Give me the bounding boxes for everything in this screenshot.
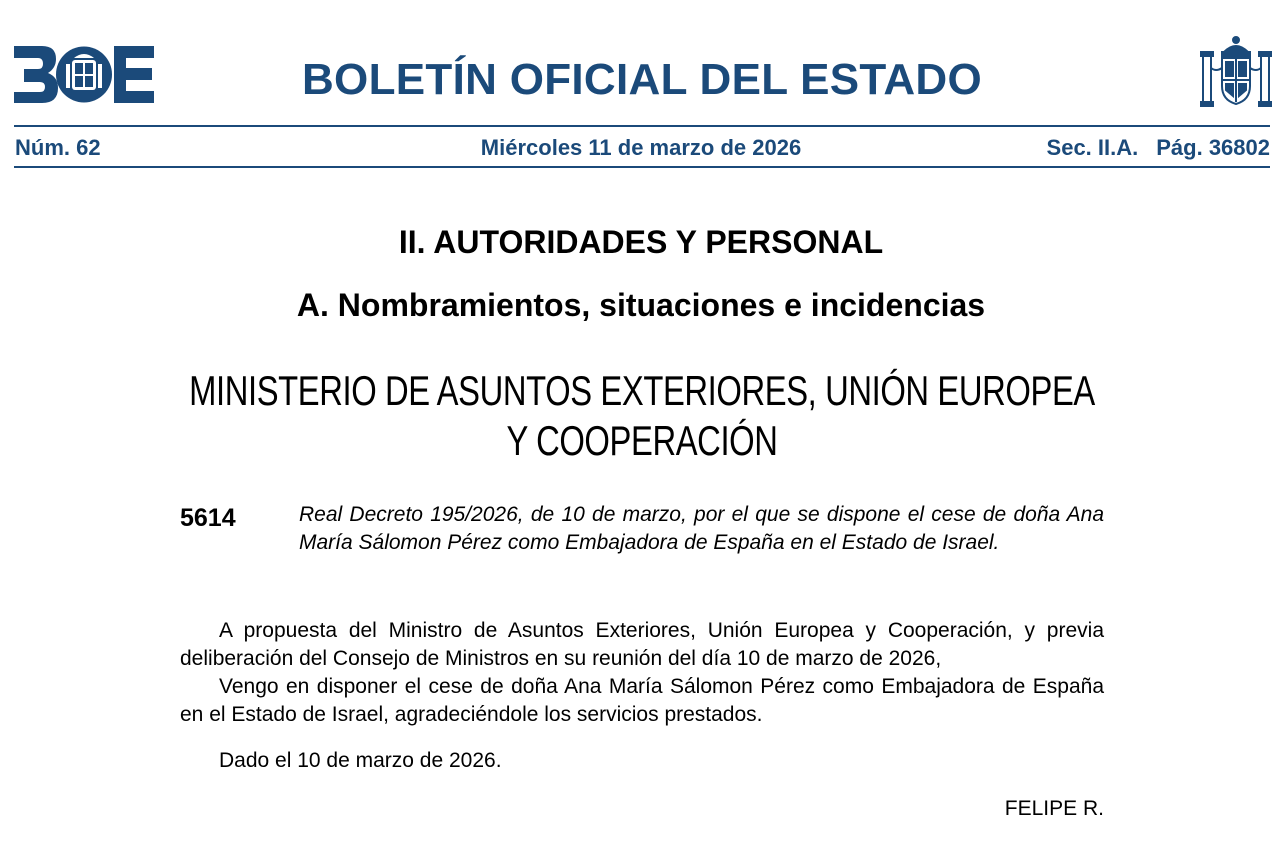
page-number: Pág. 36802 [1156, 135, 1270, 160]
section-subtitle: A. Nombramientos, situaciones e incidencias [296, 287, 986, 323]
decree-body [180, 617, 1104, 729]
header-rule-bottom [14, 166, 1270, 168]
section-page-info [1047, 135, 1270, 161]
ministry-heading [141, 366, 1143, 466]
ministry-line-1: MINISTERIO DE ASUNTOS EXTERIORES, UNIÓN EUROPEA [189, 367, 1095, 414]
body-paragraph: Vengo en disponer el cese de doña Ana María Sálomon Pérez como Embajadora de España en el Estado de Israel, agradeciéndole los servicios prestados. [180, 675, 1104, 726]
header-rule-top [14, 125, 1270, 127]
ministry-line-2: Y COOPERACIÓN [506, 417, 778, 464]
masthead-title: BOLETÍN OFICIAL DEL ESTADO [301, 55, 983, 104]
signature: FELIPE R. [1004, 797, 1104, 820]
decree-title: Real Decreto 195/2026, de 10 de marzo, por el que se dispone el cese de doña Ana María Sálomon Pérez como Embajadora de España en el Estado de Israel. [299, 503, 1104, 554]
section-title: II. AUTORIDADES Y PERSONAL [398, 224, 884, 260]
issue-number: Núm. 62 [15, 135, 101, 160]
given-date: Dado el 10 de marzo de 2026. [219, 749, 502, 772]
issue-date: Miércoles 11 de marzo de 2026 [480, 135, 802, 160]
decree-number: 5614 [180, 504, 236, 532]
body-paragraph: A propuesta del Ministro de Asuntos Exteriores, Unión Europea y Cooperación, y previa deliberación del Consejo de Ministros en su reunión del día 10 de marzo de 2026, [180, 619, 1104, 670]
section-code: Sec. II.A. [1046, 135, 1139, 160]
